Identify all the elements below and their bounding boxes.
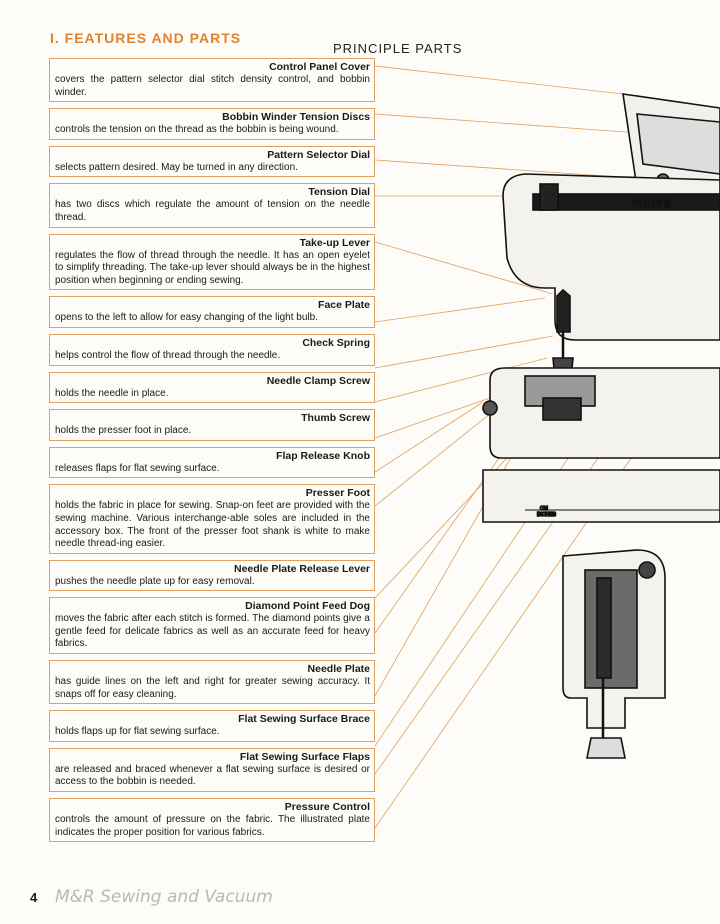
- watermark: M&R Sewing and Vacuum: [55, 887, 273, 907]
- part-flap-release-knob: [49, 447, 375, 479]
- part-description: helps control the flow of thread through the needle.: [55, 349, 281, 361]
- part-name: Take-up Lever: [299, 236, 370, 249]
- part-name: Control Panel Cover: [269, 61, 370, 73]
- part-name: Face Plate: [318, 299, 370, 312]
- part-face-plate: [49, 296, 375, 328]
- part-flat-sewing-surface-brace: [49, 710, 375, 742]
- part-flat-sewing-surface-flaps: [49, 748, 375, 792]
- part-description: has guide lines on the left and right for greater sewing accuracy. It snaps off for easy cleaning.: [55, 676, 370, 700]
- principle-parts-title: PRINCIPLE PARTS: [333, 41, 463, 56]
- part-description: holds flaps up for flat sewing surface.: [55, 726, 220, 738]
- part-description: holds the fabric in place for sewing. Snap-on feet are provided with the sewing machine. Various interchange-able soles are included in the accessory box. The front of the presser foot shank is white to make needle thread-ing easier.: [55, 500, 370, 550]
- page-number: 4: [30, 890, 38, 905]
- part-name: Pressure Control: [284, 801, 370, 814]
- part-name: Flap Release Knob: [276, 449, 370, 462]
- part-presser-foot: [49, 484, 375, 553]
- part-description: holds the needle in place.: [55, 387, 169, 399]
- part-name: Check Spring: [302, 336, 370, 349]
- part-name: Thumb Screw: [301, 412, 370, 425]
- part-description: controls the tension on the thread as the bobbin is being wound.: [55, 124, 339, 136]
- ruler-label-inches: INCHES: [537, 512, 556, 518]
- part-name: Pattern Selector Dial: [267, 148, 370, 161]
- machine-arm: [503, 174, 720, 380]
- part-description: pushes the needle plate up for easy removal.: [55, 575, 255, 587]
- part-name: Needle Clamp Screw: [266, 374, 370, 387]
- part-description: covers the pattern selector dial stitch density control, and bobbin winder.: [55, 74, 370, 98]
- sewing-machine-diagram: [375, 58, 720, 898]
- part-description: has two discs which regulate the amount of tension on the needle thread.: [55, 199, 370, 223]
- part-pattern-selector-dial: [49, 146, 375, 178]
- part-tension-dial: [49, 183, 375, 227]
- part-name: Presser Foot: [305, 487, 370, 500]
- part-needle-plate: [49, 660, 375, 704]
- face-plate-detail: [563, 550, 665, 758]
- part-diamond-point-feed-dog: [49, 597, 375, 654]
- part-name: Needle Plate Release Lever: [234, 562, 370, 575]
- parts-list: [49, 58, 375, 848]
- part-thumb-screw: [49, 409, 375, 441]
- ruler-label-cm: CM: [540, 506, 548, 512]
- part-name: Diamond Point Feed Dog: [245, 600, 370, 613]
- part-pressure-control: [49, 798, 375, 842]
- part-name: Flat Sewing Surface Brace: [238, 713, 370, 726]
- part-description: releases flaps for flat sewing surface.: [55, 462, 220, 474]
- part-description: opens to the left to allow for easy changing of the light bulb.: [55, 312, 318, 324]
- part-bobbin-winder-tension-discs: [49, 108, 375, 140]
- part-needle-clamp-screw: [49, 372, 375, 404]
- brand-label: WHITE: [633, 199, 672, 209]
- part-description: regulates the flow of thread through the needle. It has an open eyelet to simplify threading. The take-up lever should always be in the highest position when beginning or ending sewing.: [55, 249, 370, 286]
- part-name: Tension Dial: [308, 186, 370, 199]
- part-description: are released and braced whenever a flat sewing surface is desired or access to the bobbin is needed.: [55, 763, 370, 788]
- part-take-up-lever: [49, 234, 375, 291]
- part-name: Flat Sewing Surface Flaps: [239, 750, 370, 763]
- part-check-spring: [49, 334, 375, 366]
- part-description: holds the presser foot in place.: [55, 425, 192, 437]
- part-description: moves the fabric after each stitch is formed. The diamond points give a gentle feed for delicate fabrics as well as an accurate feed for heavy fabrics.: [55, 613, 370, 650]
- part-description: selects pattern desired. May be turned in any direction.: [55, 161, 298, 173]
- part-needle-plate-release-lever: [49, 560, 375, 592]
- part-name: Bobbin Winder Tension Discs: [222, 111, 370, 124]
- part-name: Needle Plate: [307, 663, 370, 676]
- machine-bed: [483, 368, 720, 522]
- part-control-panel-cover: [49, 58, 375, 102]
- section-title: I. FEATURES AND PARTS: [50, 30, 242, 46]
- part-description: controls the amount of pressure on the fabric. The illustrated plate indicates the proper position for various fabrics.: [55, 814, 370, 838]
